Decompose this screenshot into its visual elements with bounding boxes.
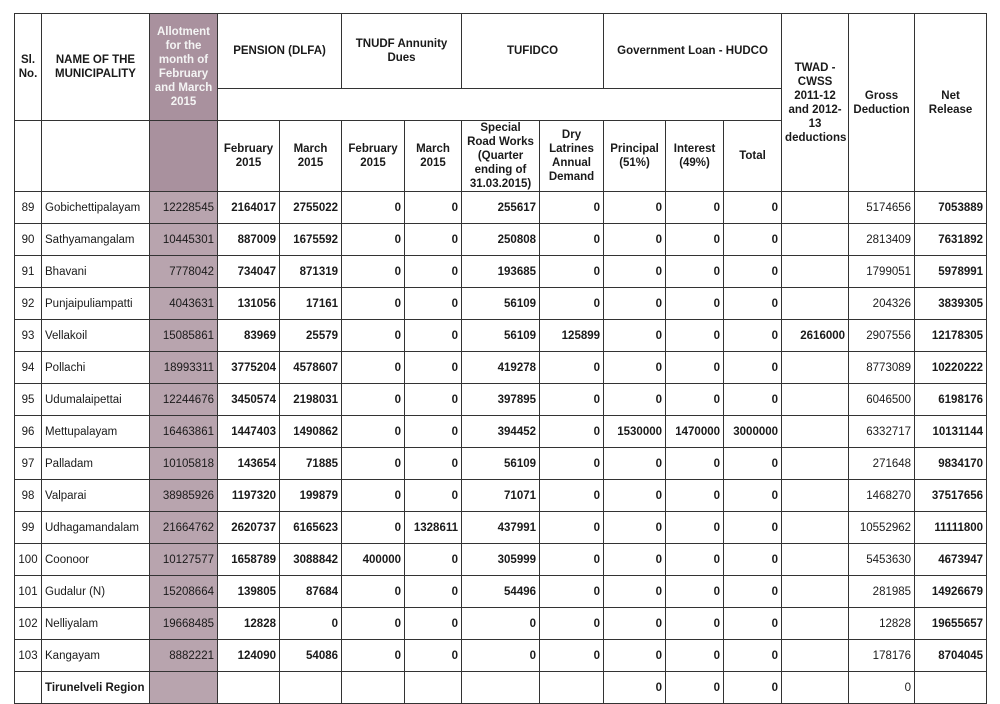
- cell-dry-latrines: 0: [540, 512, 604, 544]
- header-tnudf-march: March 2015: [405, 121, 462, 192]
- header-twad-cwss: TWAD - CWSS 2011-12 and 2012-13 deductions: [782, 14, 849, 192]
- cell-dry-latrines: 0: [540, 544, 604, 576]
- cell-special-road-works: 54496: [462, 576, 540, 608]
- cell-hudco-total: 0: [724, 384, 782, 416]
- cell-hudco-total: 0: [724, 640, 782, 672]
- cell-gross-deduction: 0: [849, 672, 915, 704]
- cell-hudco-total: 0: [724, 480, 782, 512]
- table-header: [15, 14, 987, 192]
- cell-twad-deduction: [782, 416, 849, 448]
- cell-net-release: 7053889: [915, 192, 987, 224]
- cell-hudco-total: 0: [724, 352, 782, 384]
- cell-hudco-total: 0: [724, 608, 782, 640]
- cell-pension-february: 3450574: [218, 384, 280, 416]
- cell-hudco-interest: 0: [666, 224, 724, 256]
- cell-special-road-works: [462, 672, 540, 704]
- table-row: [15, 320, 987, 352]
- cell-allotment: 15208664: [150, 576, 218, 608]
- cell-municipality-name: Kangayam: [42, 640, 150, 672]
- cell-dry-latrines: 0: [540, 192, 604, 224]
- cell-municipality-name: Udumalaipettai: [42, 384, 150, 416]
- cell-allotment: 12228545: [150, 192, 218, 224]
- cell-tnudf-february: [342, 672, 405, 704]
- cell-hudco-principal: 0: [604, 224, 666, 256]
- cell-hudco-interest: 0: [666, 480, 724, 512]
- cell-tnudf-february: 0: [342, 320, 405, 352]
- cell-twad-deduction: [782, 480, 849, 512]
- cell-gross-deduction: 12828: [849, 608, 915, 640]
- cell-dry-latrines: 0: [540, 416, 604, 448]
- cell-tnudf-march: 0: [405, 288, 462, 320]
- cell-allotment: 4043631: [150, 288, 218, 320]
- cell-pension-march: 54086: [280, 640, 342, 672]
- cell-sl-no: [15, 672, 42, 704]
- cell-tnudf-march: 0: [405, 640, 462, 672]
- cell-special-road-works: 250808: [462, 224, 540, 256]
- cell-hudco-interest: 0: [666, 448, 724, 480]
- cell-special-road-works: 437991: [462, 512, 540, 544]
- cell-hudco-principal: 0: [604, 448, 666, 480]
- cell-net-release: 5978991: [915, 256, 987, 288]
- table-row: [15, 256, 987, 288]
- cell-allotment: 10127577: [150, 544, 218, 576]
- cell-allotment: [150, 672, 218, 704]
- cell-hudco-interest: 0: [666, 384, 724, 416]
- cell-hudco-interest: 0: [666, 640, 724, 672]
- cell-sl-no: 89: [15, 192, 42, 224]
- cell-pension-february: 887009: [218, 224, 280, 256]
- cell-allotment: 8882221: [150, 640, 218, 672]
- cell-municipality-name: Mettupalayam: [42, 416, 150, 448]
- cell-sl-no: 99: [15, 512, 42, 544]
- table-row: [15, 384, 987, 416]
- cell-twad-deduction: [782, 512, 849, 544]
- cell-hudco-total: 0: [724, 288, 782, 320]
- cell-net-release: 11111800: [915, 512, 987, 544]
- cell-allotment: 38985926: [150, 480, 218, 512]
- cell-hudco-interest: 0: [666, 608, 724, 640]
- cell-gross-deduction: 5453630: [849, 544, 915, 576]
- cell-tnudf-march: 0: [405, 256, 462, 288]
- cell-pension-february: 1447403: [218, 416, 280, 448]
- cell-hudco-principal: 0: [604, 192, 666, 224]
- table-row: [15, 416, 987, 448]
- header-hudco-total: Total: [724, 121, 782, 192]
- cell-net-release: 37517656: [915, 480, 987, 512]
- cell-special-road-works: 255617: [462, 192, 540, 224]
- cell-pension-february: 131056: [218, 288, 280, 320]
- cell-gross-deduction: 10552962: [849, 512, 915, 544]
- header-hudco-interest: Interest (49%): [666, 121, 724, 192]
- cell-dry-latrines: 0: [540, 384, 604, 416]
- cell-tnudf-february: 0: [342, 288, 405, 320]
- cell-sl-no: 103: [15, 640, 42, 672]
- cell-hudco-total: 0: [724, 512, 782, 544]
- cell-pension-march: 3088842: [280, 544, 342, 576]
- cell-municipality-name: Valparai: [42, 480, 150, 512]
- cell-hudco-total: 0: [724, 256, 782, 288]
- cell-gross-deduction: 6332717: [849, 416, 915, 448]
- cell-special-road-works: 397895: [462, 384, 540, 416]
- cell-dry-latrines: 0: [540, 352, 604, 384]
- cell-tnudf-march: [405, 672, 462, 704]
- cell-special-road-works: 71071: [462, 480, 540, 512]
- header-gross-deduction: Gross Deduction: [849, 14, 915, 192]
- cell-hudco-interest: 0: [666, 544, 724, 576]
- header-tnudf-february: February 2015: [342, 121, 405, 192]
- cell-municipality-name: Coonoor: [42, 544, 150, 576]
- cell-pension-march: 199879: [280, 480, 342, 512]
- cell-hudco-principal: 0: [604, 384, 666, 416]
- cell-dry-latrines: 0: [540, 608, 604, 640]
- cell-net-release: 9834170: [915, 448, 987, 480]
- cell-pension-march: 71885: [280, 448, 342, 480]
- cell-pension-february: 2620737: [218, 512, 280, 544]
- cell-pension-march: [280, 672, 342, 704]
- cell-dry-latrines: 0: [540, 480, 604, 512]
- cell-pension-march: 2755022: [280, 192, 342, 224]
- cell-hudco-interest: 0: [666, 576, 724, 608]
- cell-sl-no: 95: [15, 384, 42, 416]
- cell-gross-deduction: 2907556: [849, 320, 915, 352]
- cell-tnudf-march: 0: [405, 384, 462, 416]
- cell-gross-deduction: 8773089: [849, 352, 915, 384]
- cell-tnudf-february: 0: [342, 384, 405, 416]
- table-row: [15, 224, 987, 256]
- header-pension-february: February 2015: [218, 121, 280, 192]
- cell-pension-february: 124090: [218, 640, 280, 672]
- cell-municipality-name: Bhavani: [42, 256, 150, 288]
- table-row: [15, 192, 987, 224]
- cell-twad-deduction: 2616000: [782, 320, 849, 352]
- cell-tnudf-march: 0: [405, 608, 462, 640]
- cell-hudco-principal: 0: [604, 288, 666, 320]
- cell-hudco-principal: 0: [604, 544, 666, 576]
- cell-special-road-works: 419278: [462, 352, 540, 384]
- cell-pension-march: 0: [280, 608, 342, 640]
- cell-net-release: [915, 672, 987, 704]
- cell-hudco-interest: 0: [666, 352, 724, 384]
- cell-municipality-name: Punjaipuliampatti: [42, 288, 150, 320]
- header-allotment: Allotment for the month of February and March 2015: [150, 14, 218, 121]
- cell-tnudf-march: 0: [405, 480, 462, 512]
- cell-municipality-name: Tirunelveli Region: [42, 672, 150, 704]
- cell-sl-no: 96: [15, 416, 42, 448]
- header-hudco-principal: Principal (51%): [604, 121, 666, 192]
- cell-allotment: 16463861: [150, 416, 218, 448]
- cell-hudco-total: 0: [724, 320, 782, 352]
- region-row: [15, 672, 987, 704]
- header-pension-march: March 2015: [280, 121, 342, 192]
- cell-net-release: 8704045: [915, 640, 987, 672]
- cell-municipality-name: Sathyamangalam: [42, 224, 150, 256]
- cell-tnudf-february: 0: [342, 224, 405, 256]
- cell-special-road-works: 0: [462, 640, 540, 672]
- cell-pension-february: 1197320: [218, 480, 280, 512]
- header-tufidco: TUFIDCO: [462, 14, 604, 89]
- cell-hudco-interest: 0: [666, 192, 724, 224]
- cell-pension-february: 734047: [218, 256, 280, 288]
- cell-hudco-interest: 1470000: [666, 416, 724, 448]
- cell-gross-deduction: 1799051: [849, 256, 915, 288]
- cell-hudco-total: 0: [724, 448, 782, 480]
- cell-dry-latrines: 0: [540, 576, 604, 608]
- cell-gross-deduction: 6046500: [849, 384, 915, 416]
- header-name-spacer: [42, 121, 150, 192]
- table-row: [15, 480, 987, 512]
- cell-sl-no: 102: [15, 608, 42, 640]
- cell-municipality-name: Vellakoil: [42, 320, 150, 352]
- cell-net-release: 12178305: [915, 320, 987, 352]
- cell-twad-deduction: [782, 544, 849, 576]
- cell-allotment: 7778042: [150, 256, 218, 288]
- header-municipality-name: NAME OF THE MUNICIPALITY: [42, 14, 150, 121]
- cell-pension-february: 12828: [218, 608, 280, 640]
- cell-tnudf-march: 0: [405, 224, 462, 256]
- table-row: [15, 576, 987, 608]
- cell-pension-february: [218, 672, 280, 704]
- cell-tnudf-february: 0: [342, 608, 405, 640]
- cell-tnudf-march: 0: [405, 320, 462, 352]
- cell-sl-no: 91: [15, 256, 42, 288]
- cell-tnudf-february: 0: [342, 640, 405, 672]
- cell-hudco-principal: 0: [604, 512, 666, 544]
- cell-special-road-works: 305999: [462, 544, 540, 576]
- table-row: [15, 512, 987, 544]
- cell-tnudf-february: 0: [342, 256, 405, 288]
- table-row: [15, 352, 987, 384]
- cell-pension-march: 87684: [280, 576, 342, 608]
- cell-hudco-principal: 0: [604, 640, 666, 672]
- cell-net-release: 10220222: [915, 352, 987, 384]
- cell-tnudf-february: 0: [342, 192, 405, 224]
- cell-hudco-principal: 0: [604, 352, 666, 384]
- cell-hudco-principal: 0: [604, 608, 666, 640]
- cell-tnudf-february: 0: [342, 576, 405, 608]
- cell-hudco-interest: 0: [666, 288, 724, 320]
- cell-net-release: 4673947: [915, 544, 987, 576]
- cell-allotment: 10445301: [150, 224, 218, 256]
- cell-sl-no: 93: [15, 320, 42, 352]
- cell-net-release: 3839305: [915, 288, 987, 320]
- municipality-release-table: [14, 13, 987, 704]
- cell-hudco-principal: 1530000: [604, 416, 666, 448]
- cell-pension-february: 83969: [218, 320, 280, 352]
- cell-pension-march: 17161: [280, 288, 342, 320]
- cell-sl-no: 100: [15, 544, 42, 576]
- cell-tnudf-march: 0: [405, 544, 462, 576]
- cell-dry-latrines: [540, 672, 604, 704]
- cell-gross-deduction: 281985: [849, 576, 915, 608]
- cell-pension-march: 4578607: [280, 352, 342, 384]
- cell-pension-march: 1675592: [280, 224, 342, 256]
- cell-hudco-total: 0: [724, 224, 782, 256]
- cell-hudco-total: 0: [724, 672, 782, 704]
- cell-municipality-name: Nelliyalam: [42, 608, 150, 640]
- cell-hudco-principal: 0: [604, 256, 666, 288]
- cell-special-road-works: 56109: [462, 320, 540, 352]
- cell-municipality-name: Palladam: [42, 448, 150, 480]
- cell-hudco-interest: 0: [666, 512, 724, 544]
- cell-tnudf-march: 0: [405, 448, 462, 480]
- municipality-release-table-sheet: [14, 13, 986, 704]
- cell-tnudf-march: 0: [405, 352, 462, 384]
- header-special-road-works: Special Road Works (Quarter ending of 31.03.2015): [462, 121, 540, 192]
- cell-allotment: 18993311: [150, 352, 218, 384]
- cell-pension-february: 139805: [218, 576, 280, 608]
- cell-twad-deduction: [782, 352, 849, 384]
- header-sl-no-spacer: [15, 121, 42, 192]
- cell-pension-february: 3775204: [218, 352, 280, 384]
- cell-tnudf-march: 0: [405, 192, 462, 224]
- cell-pension-march: 25579: [280, 320, 342, 352]
- cell-pension-march: 2198031: [280, 384, 342, 416]
- cell-gross-deduction: 271648: [849, 448, 915, 480]
- cell-municipality-name: Udhagamandalam: [42, 512, 150, 544]
- cell-dry-latrines: 0: [540, 288, 604, 320]
- table-row: [15, 608, 987, 640]
- cell-pension-march: 871319: [280, 256, 342, 288]
- cell-special-road-works: 193685: [462, 256, 540, 288]
- cell-sl-no: 90: [15, 224, 42, 256]
- cell-twad-deduction: [782, 192, 849, 224]
- header-dry-latrines: Dry Latrines Annual Demand: [540, 121, 604, 192]
- cell-allotment: 21664762: [150, 512, 218, 544]
- cell-gross-deduction: 5174656: [849, 192, 915, 224]
- header-net-release: Net Release: [915, 14, 987, 192]
- cell-twad-deduction: [782, 384, 849, 416]
- cell-hudco-total: 3000000: [724, 416, 782, 448]
- cell-dry-latrines: 0: [540, 256, 604, 288]
- cell-tnudf-march: 0: [405, 416, 462, 448]
- cell-sl-no: 92: [15, 288, 42, 320]
- cell-special-road-works: 56109: [462, 448, 540, 480]
- cell-special-road-works: 394452: [462, 416, 540, 448]
- cell-net-release: 19655657: [915, 608, 987, 640]
- cell-dry-latrines: 0: [540, 224, 604, 256]
- cell-hudco-interest: 0: [666, 672, 724, 704]
- cell-dry-latrines: 125899: [540, 320, 604, 352]
- cell-gross-deduction: 178176: [849, 640, 915, 672]
- cell-tnudf-february: 0: [342, 512, 405, 544]
- cell-dry-latrines: 0: [540, 448, 604, 480]
- cell-twad-deduction: [782, 288, 849, 320]
- cell-hudco-principal: 0: [604, 320, 666, 352]
- cell-sl-no: 101: [15, 576, 42, 608]
- cell-tnudf-february: 0: [342, 480, 405, 512]
- cell-sl-no: 98: [15, 480, 42, 512]
- cell-tnudf-march: 0: [405, 576, 462, 608]
- cell-allotment: 12244676: [150, 384, 218, 416]
- cell-tnudf-february: 0: [342, 352, 405, 384]
- cell-twad-deduction: [782, 224, 849, 256]
- cell-tnudf-march: 1328611: [405, 512, 462, 544]
- header-sl-no: Sl. No.: [15, 14, 42, 121]
- cell-sl-no: 94: [15, 352, 42, 384]
- cell-municipality-name: Pollachi: [42, 352, 150, 384]
- cell-hudco-total: 0: [724, 544, 782, 576]
- cell-pension-february: 1658789: [218, 544, 280, 576]
- cell-municipality-name: Gudalur (N): [42, 576, 150, 608]
- cell-hudco-principal: 0: [604, 672, 666, 704]
- cell-special-road-works: 0: [462, 608, 540, 640]
- cell-hudco-interest: 0: [666, 320, 724, 352]
- cell-hudco-total: 0: [724, 192, 782, 224]
- cell-hudco-principal: 0: [604, 480, 666, 512]
- cell-hudco-interest: 0: [666, 256, 724, 288]
- cell-gross-deduction: 204326: [849, 288, 915, 320]
- header-pension-dlfa: PENSION (DLFA): [218, 14, 342, 89]
- table-row: [15, 544, 987, 576]
- cell-twad-deduction: [782, 608, 849, 640]
- header-government-loan-hudco: Government Loan - HUDCO: [604, 14, 782, 89]
- cell-twad-deduction: [782, 256, 849, 288]
- cell-twad-deduction: [782, 672, 849, 704]
- cell-tnudf-february: 0: [342, 416, 405, 448]
- header-tnudf-annuity-dues: TNUDF Annunity Dues: [342, 14, 462, 89]
- cell-twad-deduction: [782, 576, 849, 608]
- cell-allotment: 19668485: [150, 608, 218, 640]
- cell-gross-deduction: 1468270: [849, 480, 915, 512]
- cell-twad-deduction: [782, 448, 849, 480]
- cell-sl-no: 97: [15, 448, 42, 480]
- table-row: [15, 448, 987, 480]
- cell-municipality-name: Gobichettipalayam: [42, 192, 150, 224]
- cell-pension-march: 6165623: [280, 512, 342, 544]
- table-body: [15, 192, 987, 704]
- cell-tnudf-february: 400000: [342, 544, 405, 576]
- table-row: [15, 288, 987, 320]
- cell-tnudf-february: 0: [342, 448, 405, 480]
- cell-net-release: 10131144: [915, 416, 987, 448]
- cell-pension-march: 1490862: [280, 416, 342, 448]
- cell-allotment: 10105818: [150, 448, 218, 480]
- cell-pension-february: 143654: [218, 448, 280, 480]
- cell-hudco-principal: 0: [604, 576, 666, 608]
- cell-pension-february: 2164017: [218, 192, 280, 224]
- header-allotment-spacer: [150, 121, 218, 192]
- cell-dry-latrines: 0: [540, 640, 604, 672]
- cell-hudco-total: 0: [724, 576, 782, 608]
- cell-net-release: 6198176: [915, 384, 987, 416]
- cell-gross-deduction: 2813409: [849, 224, 915, 256]
- cell-net-release: 14926679: [915, 576, 987, 608]
- cell-special-road-works: 56109: [462, 288, 540, 320]
- cell-allotment: 15085861: [150, 320, 218, 352]
- cell-net-release: 7631892: [915, 224, 987, 256]
